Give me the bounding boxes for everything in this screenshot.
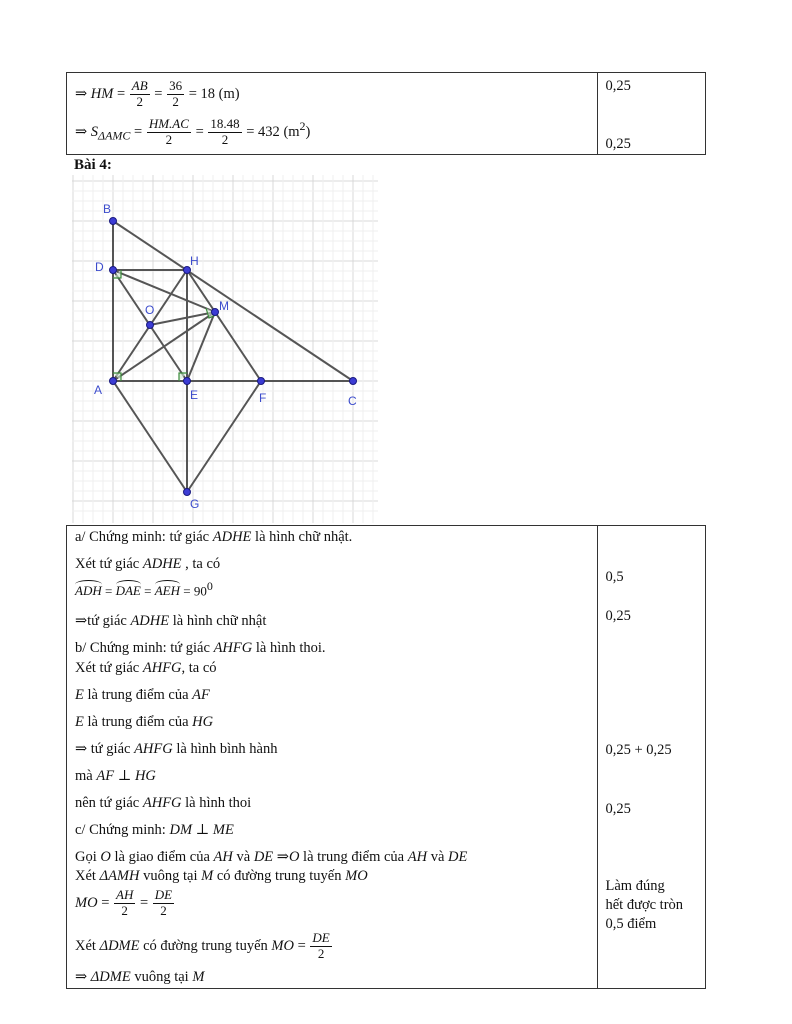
text: có đường trung tuyến xyxy=(139,937,272,954)
text: và xyxy=(232,849,254,865)
part-c-xet-amh xyxy=(75,869,368,885)
fraction-de-2 xyxy=(153,888,174,919)
score-cell xyxy=(597,526,706,989)
point-m xyxy=(212,309,219,316)
frac-num: DE xyxy=(154,887,173,902)
implies-symbol: ⇒ xyxy=(75,613,88,629)
fraction-36-2 xyxy=(167,79,184,110)
text-italic: AH xyxy=(213,849,233,865)
text-italic: ADHE xyxy=(212,529,252,545)
score-value: 0,25 xyxy=(605,78,631,94)
text: vuông tại xyxy=(130,969,193,985)
implies-symbol: ⇒ xyxy=(75,123,88,140)
equals-sign: = xyxy=(116,85,126,102)
part-b-title xyxy=(75,641,326,657)
score-table-top xyxy=(66,72,706,155)
unit-sup: 2 xyxy=(299,118,306,133)
degree-value: 90 xyxy=(193,583,207,599)
text-italic: AF xyxy=(192,687,210,703)
implies-symbol: ⇒ xyxy=(75,741,88,757)
label-c: C xyxy=(348,394,357,408)
part-c-xet-dme xyxy=(75,931,333,962)
score-cell-top xyxy=(597,73,706,155)
hm-unit: (m) xyxy=(218,85,240,102)
solution-cell xyxy=(67,526,598,989)
frac-den: 2 xyxy=(317,945,325,961)
solution-cell-top xyxy=(67,73,598,155)
score-note: 0,5 điểm xyxy=(605,916,657,932)
text: tứ giác xyxy=(87,741,135,757)
score-value: 0,25 xyxy=(605,608,631,624)
degree-sup: 0 xyxy=(206,579,213,593)
text-italic: M xyxy=(192,969,205,985)
score-note: Làm đúng xyxy=(605,878,665,894)
label-m: M xyxy=(219,299,229,313)
point-b xyxy=(110,218,117,225)
part-b-xet xyxy=(75,661,217,677)
point-f xyxy=(258,378,265,385)
text-italic: MO xyxy=(345,868,368,884)
text: Xét xyxy=(75,868,100,884)
part-a-conclusion xyxy=(75,614,266,630)
point-g xyxy=(184,489,191,496)
equals-sign: = xyxy=(101,894,110,911)
text: nên tứ giác xyxy=(75,795,143,811)
hm-lhs: HM xyxy=(90,85,114,102)
frac-num: 18.48 xyxy=(210,116,240,131)
equals-sign: = xyxy=(183,583,191,599)
label-h: H xyxy=(190,254,199,268)
label-b: B xyxy=(103,202,112,216)
text: là giao điểm của xyxy=(110,849,214,865)
text-italic: ΔDME xyxy=(90,969,131,985)
part-a-title xyxy=(75,530,352,546)
text: mà xyxy=(75,768,97,784)
score-note: hết được tròn xyxy=(605,897,684,913)
text: là hình chữ nhật. xyxy=(251,529,353,545)
unit-open: (m xyxy=(283,123,300,140)
part-c-goi xyxy=(75,850,467,866)
implies-symbol: ⇒ xyxy=(75,85,88,102)
geometry-figure xyxy=(72,175,378,523)
part-a-angles xyxy=(75,580,213,599)
frac-num: AH xyxy=(116,887,134,902)
text-italic: AHFG xyxy=(142,795,182,811)
part-b-e-mid-af xyxy=(75,688,210,704)
text-italic: E xyxy=(75,714,84,730)
equals-sign: = xyxy=(139,894,149,911)
perp-symbol: ⊥ xyxy=(195,822,210,838)
fraction-hmac-2 xyxy=(147,117,191,148)
label-a: A xyxy=(94,383,103,397)
label-o: O xyxy=(145,303,155,317)
text: và xyxy=(427,849,449,865)
text-italic: HG xyxy=(192,714,214,730)
text: , ta có xyxy=(181,660,217,676)
score-value: 0,25 xyxy=(605,801,631,817)
area-result: = 432 xyxy=(246,123,280,140)
text: Gọi xyxy=(75,849,101,865)
area-sub: ΔAMC xyxy=(98,128,131,143)
frac-den: 2 xyxy=(121,902,128,918)
segment-fg xyxy=(187,381,261,492)
implies-symbol: ⇒ xyxy=(273,849,289,865)
text-italic: MO xyxy=(271,937,294,954)
text-italic: HG xyxy=(134,768,156,784)
frac-den: 2 xyxy=(136,93,143,109)
equals-sign: = xyxy=(154,85,163,102)
text-italic: AF xyxy=(96,768,115,784)
part-b-conclusion xyxy=(75,796,251,812)
text-italic: DE xyxy=(253,849,274,865)
text: là trung điểm của xyxy=(83,714,193,730)
text-italic: AHFG xyxy=(213,640,253,656)
score-value: 0,25 xyxy=(605,136,631,152)
equals-sign: = xyxy=(297,937,306,954)
frac-num: DE xyxy=(312,930,330,945)
area-equation xyxy=(75,117,310,148)
part-a-xet xyxy=(75,557,220,573)
text-italic: DM xyxy=(169,822,193,838)
text: là trung điểm của xyxy=(299,849,408,865)
right-angle-marks xyxy=(113,270,218,381)
part-c-title xyxy=(75,823,234,839)
angle-aeh: AEH xyxy=(155,580,180,598)
text: b/ Chứng minh: tứ giác xyxy=(75,640,214,656)
hm-equation xyxy=(75,79,240,110)
text: Xét tứ giác xyxy=(75,660,143,676)
text-italic: ΔDME xyxy=(99,937,140,954)
text-italic: O xyxy=(288,849,300,865)
score-value: 0,25 + 0,25 xyxy=(605,742,672,758)
text: là hình bình hành xyxy=(172,741,278,757)
point-e xyxy=(184,378,191,385)
point-c xyxy=(350,378,357,385)
hm-result: = 18 xyxy=(188,85,216,102)
text: tứ giác xyxy=(87,613,131,629)
frac-den: 2 xyxy=(160,902,167,918)
part-c-mo-equation xyxy=(75,888,175,919)
frac-num: AB xyxy=(131,78,148,93)
text-italic: ME xyxy=(212,822,234,838)
frac-num: HM.AC xyxy=(148,116,189,131)
part-b-perpendicular xyxy=(75,769,156,785)
text: , ta có xyxy=(181,556,221,572)
text: a/ Chứng minh: tứ giác xyxy=(75,529,213,545)
text-italic: AHFG xyxy=(142,660,182,676)
implies-symbol: ⇒ xyxy=(75,969,88,985)
text: là trung điểm của xyxy=(83,687,193,703)
text: có đường trung tuyến xyxy=(213,868,346,884)
text: vuông tại xyxy=(139,868,202,884)
text-italic: M xyxy=(201,868,214,884)
angle-dae: DAE xyxy=(116,580,141,598)
section-title: Bài 4: xyxy=(74,157,112,173)
equals-sign: = xyxy=(195,123,204,140)
frac-num: 36 xyxy=(169,78,183,93)
fraction-de-2-b xyxy=(310,931,331,962)
text-italic: O xyxy=(100,849,111,865)
label-f: F xyxy=(259,391,267,405)
text: là hình thoi. xyxy=(252,640,326,656)
part-b-e-mid-hg xyxy=(75,715,213,731)
text-italic: MO xyxy=(75,894,98,911)
segment-ag xyxy=(113,381,187,492)
label-e: E xyxy=(190,388,199,402)
area-unit xyxy=(283,118,311,140)
text-italic: ADHE xyxy=(142,556,182,572)
frac-den: 2 xyxy=(172,93,179,109)
frac-den: 2 xyxy=(221,131,229,147)
text: Xét tứ giác xyxy=(75,556,143,572)
part-b-parallelogram xyxy=(75,742,277,758)
equals-sign: = xyxy=(134,123,143,140)
equals-sign: = xyxy=(104,583,113,599)
text: là hình chữ nhật xyxy=(169,613,267,629)
text: c/ Chứng minh: xyxy=(75,822,170,838)
text-italic: ADHE xyxy=(130,613,170,629)
text: là hình thoi xyxy=(181,795,252,811)
fraction-1848-2 xyxy=(208,117,241,148)
point-d xyxy=(110,267,117,274)
fraction-ab-2 xyxy=(130,79,150,110)
area-lhs: S xyxy=(90,123,99,140)
grid-minor xyxy=(72,175,378,523)
score-value: 0,5 xyxy=(605,569,624,585)
text-italic: ΔAMH xyxy=(99,868,140,884)
unit-close: ) xyxy=(305,123,311,140)
frac-den: 2 xyxy=(165,131,173,147)
text-italic: AHFG xyxy=(134,741,173,757)
angle-adh: ADH xyxy=(75,580,102,598)
label-g: G xyxy=(190,497,200,511)
text-italic: E xyxy=(75,687,84,703)
label-d: D xyxy=(95,260,104,274)
segment-hf xyxy=(187,270,261,381)
point-a xyxy=(110,378,117,385)
fraction-ah-2 xyxy=(114,888,135,919)
equals-sign: = xyxy=(144,583,152,599)
point-o xyxy=(147,322,154,329)
text-italic: DE xyxy=(448,849,468,865)
score-table-bai4 xyxy=(66,525,706,989)
part-c-conclusion xyxy=(75,970,204,986)
text: Xét xyxy=(75,937,100,954)
perp-symbol: ⊥ xyxy=(117,768,132,784)
text-italic: AH xyxy=(407,849,428,865)
